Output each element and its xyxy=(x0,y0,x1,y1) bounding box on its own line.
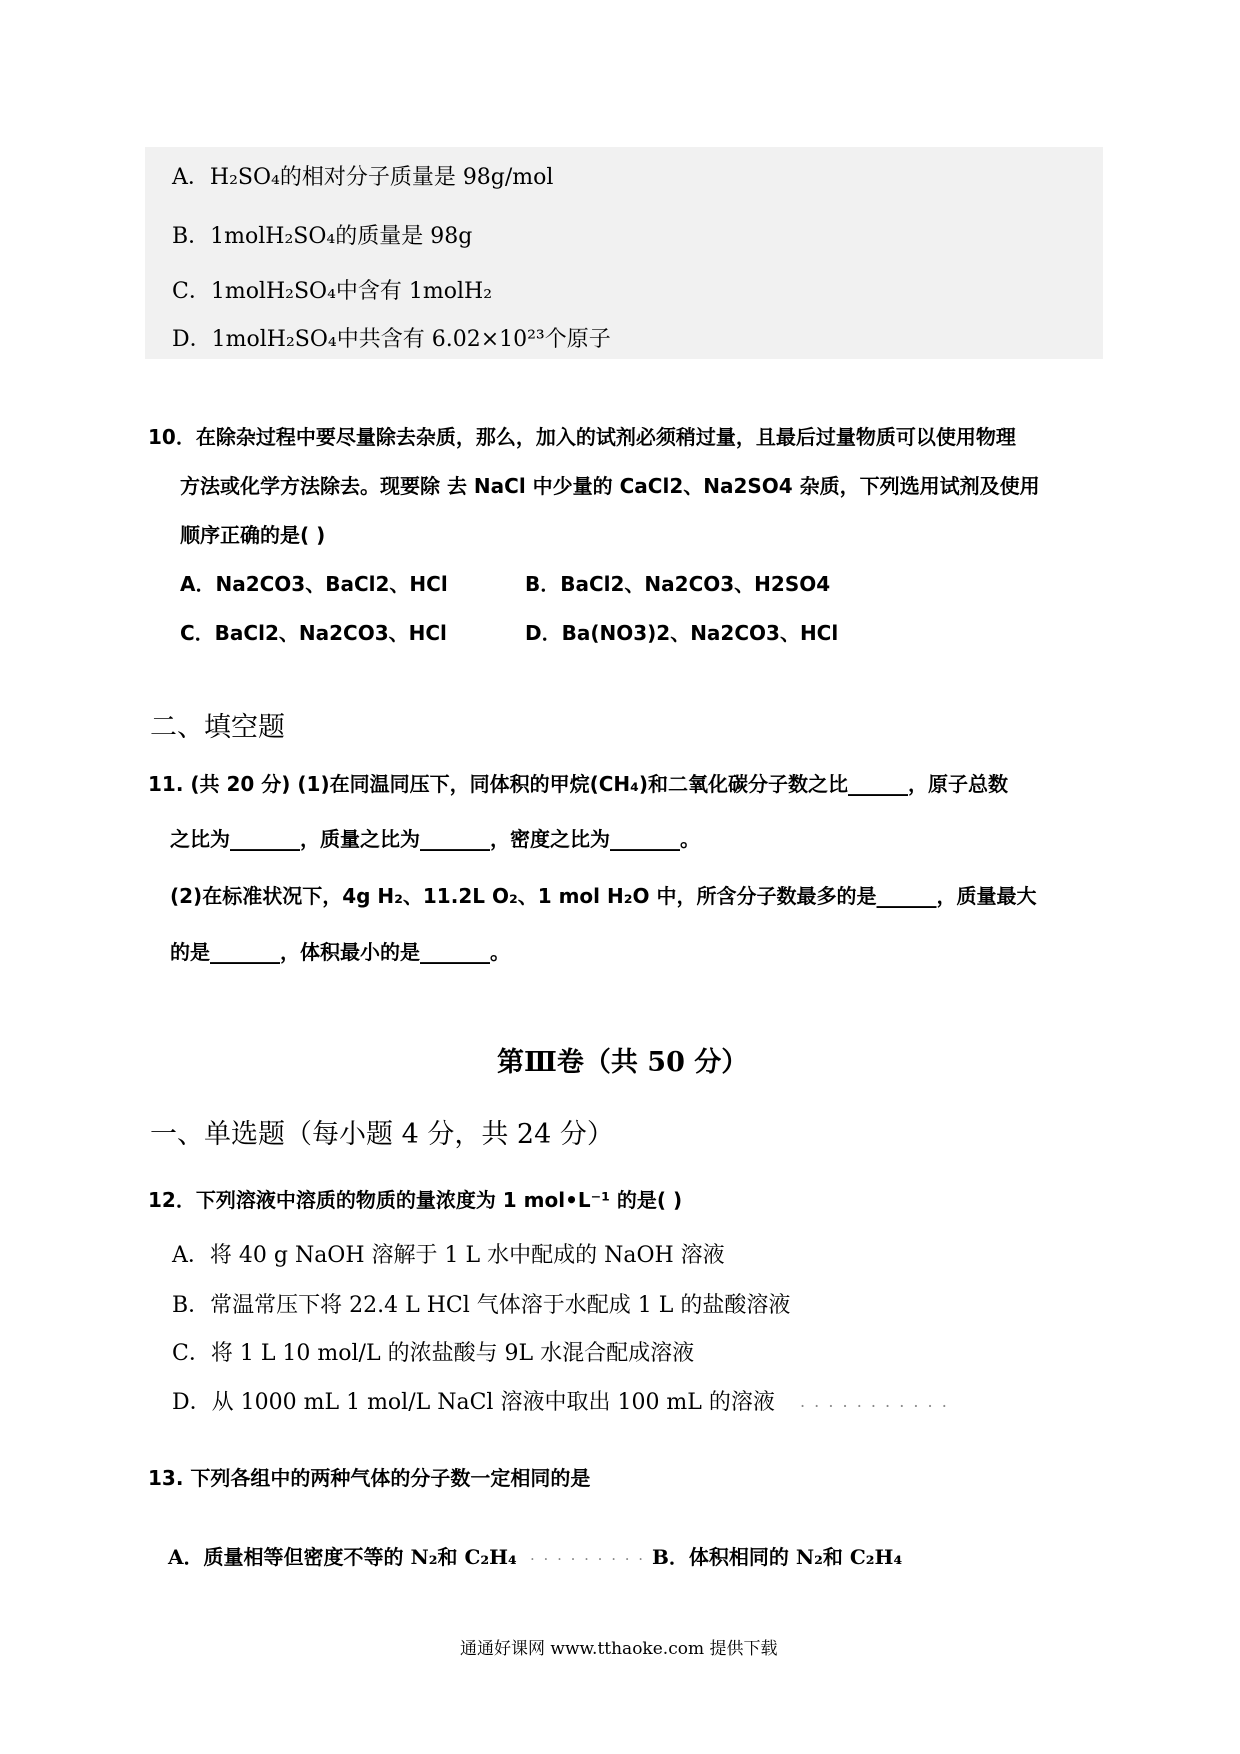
q10-stem-line2: 方法或化学方法除去。现要除 去 NaCl 中少量的 CaCl2、Na2SO4 杂质，下列选用试剂及使用 xyxy=(180,474,1040,498)
q9-option-d: D．1molH₂SO₄中共含有 6.02×10²³个原子 xyxy=(172,327,611,352)
q13-dots: . . . . . . . . . xyxy=(530,1546,646,1564)
q12-stem: 12．下列溶液中溶质的物质的量浓度为 1 mol•L⁻¹ 的是( ) xyxy=(148,1188,683,1212)
part3-title: 第Ⅲ卷（共 50 分） xyxy=(497,1047,749,1078)
q12-trailing-dots: . . . . . . . . . . . xyxy=(800,1392,949,1411)
q11-line2: 之比为_______，质量之比为_______，密度之比为_______。 xyxy=(170,827,700,851)
q10-option-b: B．BaCl2、Na2CO3、H2SO4 xyxy=(525,572,831,596)
q12-option-d: D．从 1000 mL 1 mol/L NaCl 溶液中取出 100 mL 的溶液 xyxy=(172,1390,775,1415)
q11-line4: 的是_______，体积最小的是_______。 xyxy=(170,940,510,964)
q10-stem-line3: 顺序正确的是( ) xyxy=(180,523,326,547)
q12-option-a: A．将 40 g NaOH 溶解于 1 L 水中配成的 NaOH 溶液 xyxy=(172,1243,725,1268)
q12-option-b: B．常温常压下将 22.4 L HCl 气体溶于水配成 1 L 的盐酸溶液 xyxy=(172,1293,791,1318)
q11-line1: 11. (共 20 分) (1)在同温同压下，同体积的甲烷(CH₄)和二氧化碳分子数之比______，原子总数 xyxy=(148,772,1009,796)
q13-stem: 13. 下列各组中的两种气体的分子数一定相同的是 xyxy=(148,1466,591,1490)
q10-option-a: A．Na2CO3、BaCl2、HCl xyxy=(180,572,448,596)
q13-option-a: A．质量相等但密度不等的 N₂和 C₂H₄ xyxy=(168,1545,517,1569)
q9-option-c: C．1molH₂SO₄中含有 1molH₂ xyxy=(172,279,493,304)
q10-stem-line1: 10．在除杂过程中要尽量除去杂质，那么，加入的试剂必须稍过量，且最后过量物质可以使用物理 xyxy=(148,425,1016,449)
q12-option-c: C．将 1 L 10 mol/L 的浓盐酸与 9L 水混合配成溶液 xyxy=(172,1341,695,1366)
q10-option-c: C．BaCl2、Na2CO3、HCl xyxy=(180,621,447,645)
q11-line3: (2)在标准状况下，4g H₂、11.2L O₂、1 mol H₂O 中，所含分子数最多的是______，质量最大 xyxy=(170,884,1037,908)
section-single-choice-title: 一、单选题（每小题 4 分，共 24 分） xyxy=(150,1119,614,1150)
q9-option-a: A．H₂SO₄的相对分子质量是 98g/mol xyxy=(172,165,554,190)
q10-option-d: D．Ba(NO3)2、Na2CO3、HCl xyxy=(525,621,839,645)
q13-option-b: B．体积相同的 N₂和 C₂H₄ xyxy=(652,1545,903,1569)
page-footer: 通通好课网 www.tthaoke.com 提供下载 xyxy=(460,1639,778,1659)
q9-option-b: B．1molH₂SO₄的质量是 98g xyxy=(172,224,473,249)
section-fill-in-title: 二、填空题 xyxy=(150,712,285,743)
